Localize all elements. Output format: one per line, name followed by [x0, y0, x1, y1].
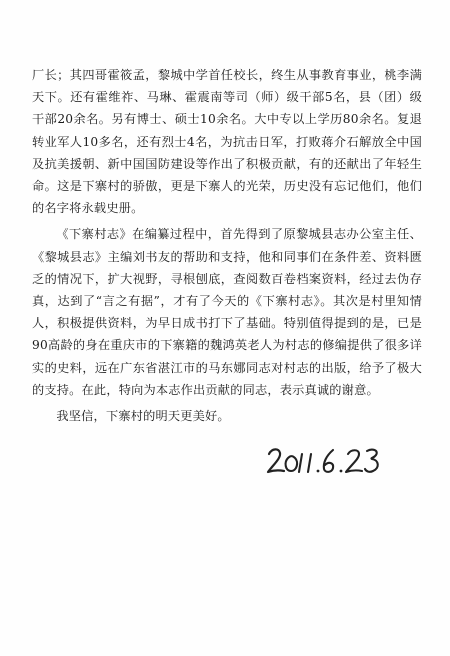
handwritten-date-signature [266, 444, 386, 478]
paragraph-acknowledgements: 《下寨村志》在编纂过程中，首先得到了原黎城县志办公室主任、《黎城县志》主编刘书友的帮助和支持，他和同事们在条件差、资料匮乏的情况下，扩大视野，寻根刨底，查阅数百卷档案资料，经过去伪存真，达到了“言之有据”，才有了今天的《下寨村志》。其次是村里知情人，积极提供资料，为早日成书打下了基础。特别值得提到的是，已是90高龄的身在重庆市的下寨籍的魏鸿英老人为村志的修编提供了很多详实的史料，远在广东省湛江市的马东娜同志对村志的出版，给予了极大的支持。在此，特向为本志作出贡献的同志，表示真诚的谢意。 [32, 227, 422, 397]
paragraph-honors: 厂长；其四哥霍筱孟，黎城中学首任校长，终生从事教育事业，桃李满天下。还有霍维祚、马琳、霍震南等司（师）级干部5名，县（团）级干部20余名。另有博士、硕士10余名。大中专以上学历80余名。复退转业军人10多名，还有烈士4名，为抗击日军，打败蒋介石解放全中国及抗美援朝、新中国国防建设等作出了积极贡献，有的还献出了年轻生命。这是下寨村的骄傲，更是下寨人的光荣，历史没有忘记他们，他们的名字将永载史册。 [32, 68, 422, 216]
paragraph-closing: 我坚信，下寨村的明天更美好。 [56, 409, 230, 424]
signature-date-ink [266, 444, 386, 478]
body-text [32, 64, 422, 427]
